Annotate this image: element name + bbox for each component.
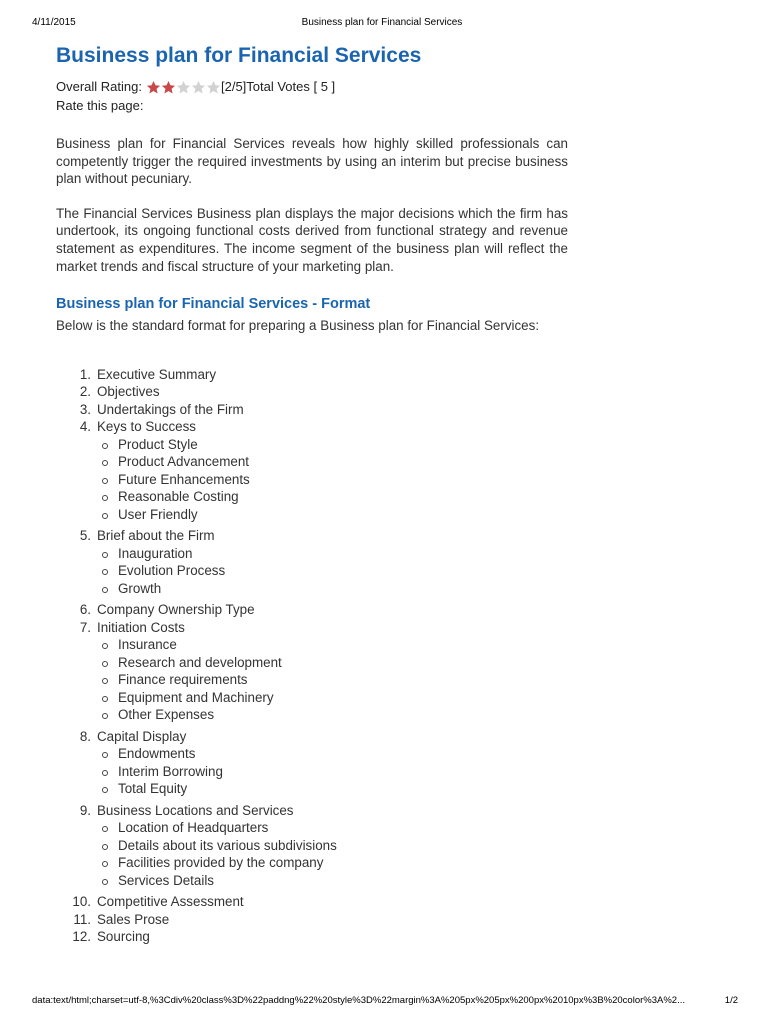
outline-item-number: 6.	[79, 602, 91, 618]
outline-item	[56, 601, 568, 619]
outline-item-label: Business Locations and Services	[97, 802, 294, 818]
outline-sublist	[97, 819, 568, 889]
format-outline	[56, 366, 568, 946]
outline-item-label: Competitive Assessment	[97, 894, 244, 910]
outline-item-label: Executive Summary	[97, 366, 217, 382]
print-footer	[32, 995, 738, 1009]
outline-subitem: Research and development	[97, 654, 568, 672]
outline-item-number: 7.	[79, 619, 91, 635]
outline-item-number: 8.	[79, 728, 91, 744]
rating-stars[interactable]	[146, 80, 221, 95]
outline-item	[56, 911, 568, 929]
outline-sublist	[97, 436, 568, 524]
outline-subitem: Other Expenses	[97, 706, 568, 724]
format-intro: Below is the standard format for preparing a Business plan for Financial Services:	[56, 318, 540, 334]
star-icon[interactable]	[191, 80, 206, 95]
rating-label: Overall Rating:	[56, 79, 142, 94]
star-icon[interactable]	[206, 80, 221, 95]
print-page-number: 1/2	[724, 995, 738, 1006]
outline-item-number: 9.	[79, 802, 91, 818]
article	[56, 42, 568, 946]
outline-subitem: User Friendly	[97, 506, 568, 524]
star-icon[interactable]	[161, 80, 176, 95]
page-title: Business plan for Financial Services	[56, 44, 422, 67]
outline-subitem: Inauguration	[97, 545, 568, 563]
rating-summary: [2/5]Total Votes [ 5 ]	[220, 79, 336, 94]
outline-subitem: Details about its various subdivisions	[97, 837, 568, 855]
outline-item-number: 1.	[79, 366, 91, 382]
outline-sublist	[97, 745, 568, 798]
outline-item-number: 3.	[79, 401, 91, 417]
outline-item-label: Objectives	[97, 384, 160, 400]
outline-item	[56, 928, 568, 946]
outline-subitem: Finance requirements	[97, 671, 568, 689]
outline-subitem: Reasonable Costing	[97, 488, 568, 506]
intro-paragraph: Business plan for Financial Services reveals how highly skilled professionals can competently trigger the required investments by using an interim but precise business plan without pecuniary.	[56, 136, 568, 187]
description-paragraph: The Financial Services Business plan displays the major decisions which the firm has undertook, its ongoing functional costs derived from functional strategy and revenue statement as expenditures. The income segment of the business plan will reflect the market trends and fiscal structure of your marketing plan.	[56, 205, 568, 274]
outline-item	[56, 418, 568, 523]
outline-item	[56, 527, 568, 597]
star-icon[interactable]	[146, 80, 161, 95]
outline-item	[56, 728, 568, 798]
outline-subitem: Location of Headquarters	[97, 819, 568, 837]
print-page-title: Business plan for Financial Services	[301, 17, 463, 28]
outline-item-number: 5.	[79, 528, 91, 544]
outline-item-number: 10.	[72, 894, 91, 910]
outline-item-number: 4.	[79, 419, 91, 435]
outline-item	[56, 366, 568, 384]
format-heading: Business plan for Financial Services - Format	[56, 296, 371, 313]
outline-item-number: 11.	[73, 911, 91, 927]
outline-subitem: Equipment and Machinery	[97, 689, 568, 707]
rate-this-page-prompt: Rate this page:	[56, 98, 144, 113]
outline-item	[56, 893, 568, 911]
print-date: 4/11/2015	[32, 17, 76, 28]
outline-item-label: Capital Display	[97, 728, 187, 744]
outline-item-label: Keys to Success	[97, 419, 196, 435]
outline-item-number: 12.	[72, 929, 91, 945]
outline-subitem: Facilities provided by the company	[97, 854, 568, 872]
outline-item	[56, 802, 568, 890]
outline-item	[56, 383, 568, 401]
outline-subitem: Product Advancement	[97, 453, 568, 471]
outline-item-label: Initiation Costs	[97, 619, 185, 635]
overall-rating	[56, 78, 568, 96]
outline-item	[56, 619, 568, 724]
star-icon[interactable]	[176, 80, 191, 95]
print-url: data:text/html;charset=utf-8,%3Cdiv%20class%3D%22paddng%22%20style%3D%22margin%3A%205px%205px%200px%2010px%3B%20color%3A%2...	[32, 995, 685, 1006]
outline-sublist	[97, 636, 568, 724]
outline-subitem: Endowments	[97, 745, 568, 763]
outline-item-label: Company Ownership Type	[97, 602, 255, 618]
outline-item-label: Brief about the Firm	[97, 528, 215, 544]
outline-item-label: Sales Prose	[97, 911, 170, 927]
outline-subitem: Product Style	[97, 436, 568, 454]
outline-subitem: Insurance	[97, 636, 568, 654]
outline-subitem: Future Enhancements	[97, 471, 568, 489]
outline-item-label: Sourcing	[97, 929, 150, 945]
outline-subitem: Growth	[97, 580, 568, 598]
outline-subitem: Evolution Process	[97, 562, 568, 580]
outline-subitem: Total Equity	[97, 780, 568, 798]
outline-item	[56, 401, 568, 419]
outline-item-label: Undertakings of the Firm	[97, 401, 244, 417]
outline-item-number: 2.	[79, 384, 91, 400]
print-header	[32, 17, 732, 31]
outline-subitem: Services Details	[97, 872, 568, 890]
outline-sublist	[97, 545, 568, 598]
outline-subitem: Interim Borrowing	[97, 763, 568, 781]
